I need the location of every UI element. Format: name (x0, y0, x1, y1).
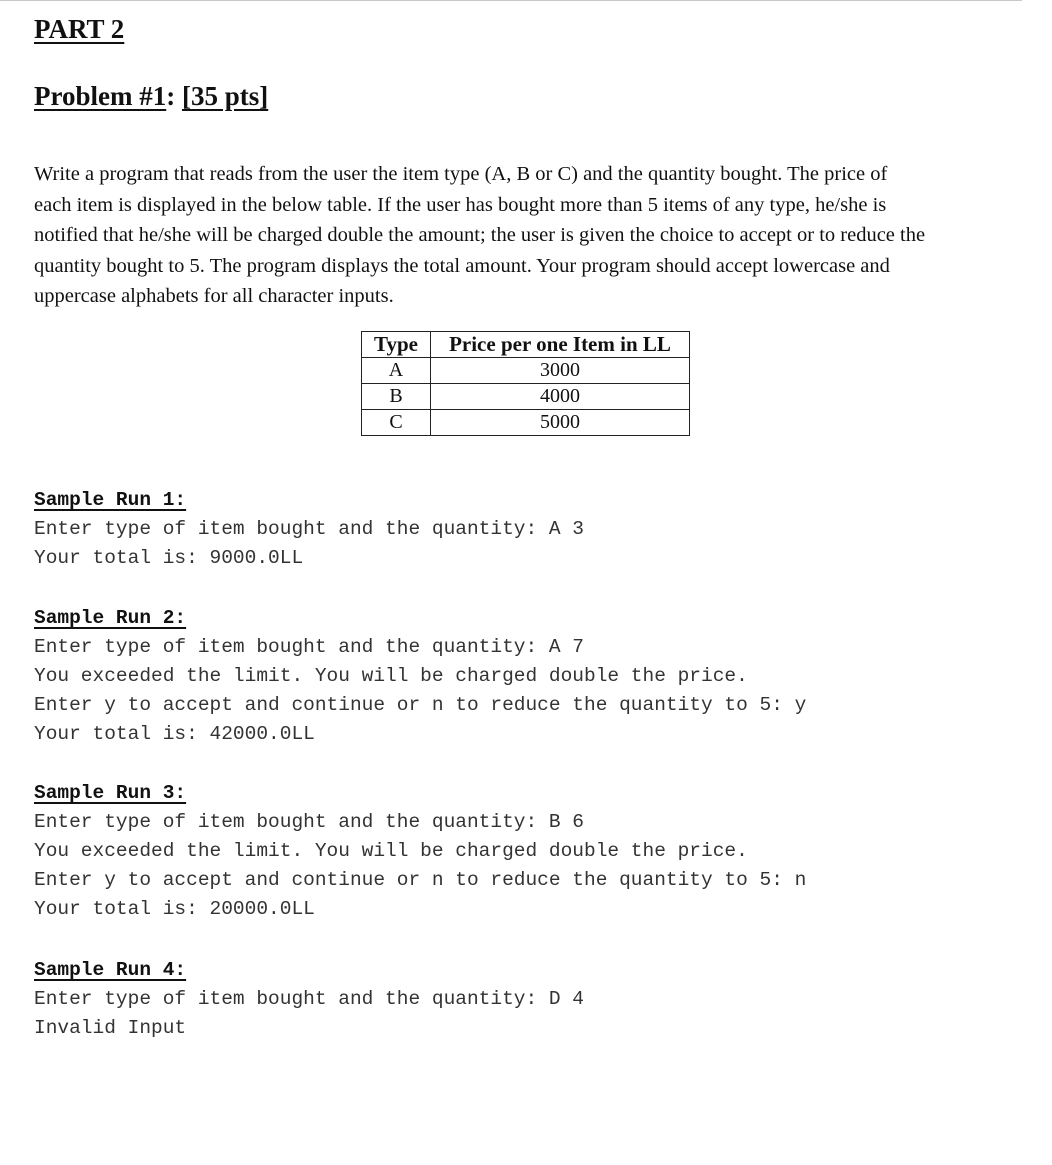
header-price: Price per one Item in LL (431, 332, 690, 358)
cell-price: 5000 (431, 410, 690, 436)
header-type: Type (362, 332, 431, 358)
part-title: PART 2 (34, 14, 125, 44)
problem-separator: : (166, 81, 182, 111)
problem-statement (34, 159, 1024, 312)
console-line: Enter type of item bought and the quantity: B 6 (34, 811, 584, 833)
statement-line: each item is displayed in the below table. If the user has bought more than 5 items of any type, he/she is (34, 193, 887, 216)
sample-run-1 (34, 485, 584, 573)
cell-price: 4000 (431, 384, 690, 410)
problem-heading (34, 81, 268, 112)
statement-line: notified that he/she will be charged double the amount; the user is given the choice to accept or to reduce the (34, 224, 926, 246)
console-line: Enter type of item bought and the quantity: A 3 (34, 518, 584, 540)
table-row (362, 410, 690, 436)
console-line: Your total is: 42000.0LL (34, 723, 315, 745)
problem-title: Problem #1 (34, 81, 167, 111)
console-line: Enter type of item bought and the quantity: D 4 (34, 988, 584, 1010)
sample-run-4 (34, 955, 584, 1043)
sample-run-3 (34, 778, 806, 924)
sample-run-2 (34, 603, 806, 749)
cell-price: 3000 (431, 358, 690, 384)
console-line: Enter type of item bought and the quantity: A 7 (34, 636, 584, 658)
statement-line: uppercase alphabets for all character inputs. (34, 285, 394, 307)
console-line: You exceeded the limit. You will be charged double the price. (34, 840, 748, 862)
sample-run-title: Sample Run 4: (34, 959, 187, 981)
console-line: Enter y to accept and continue or n to reduce the quantity to 5: n (34, 869, 807, 891)
cell-type: B (362, 384, 431, 410)
console-line: Your total is: 9000.0LL (34, 547, 304, 569)
console-line: Enter y to accept and continue or n to reduce the quantity to 5: y (34, 694, 807, 716)
console-line: You exceeded the limit. You will be charged double the price. (34, 665, 748, 687)
sample-run-title: Sample Run 3: (34, 782, 187, 804)
table-row (362, 384, 690, 410)
top-divider (0, 0, 1022, 1)
console-line: Your total is: 20000.0LL (34, 898, 315, 920)
cell-type: C (362, 410, 431, 436)
cell-type: A (362, 358, 431, 384)
price-table (361, 331, 690, 436)
sample-run-title: Sample Run 1: (34, 489, 187, 511)
console-line: Invalid Input (34, 1017, 187, 1039)
sample-run-title: Sample Run 2: (34, 607, 187, 629)
price-table-header-row (362, 332, 690, 358)
statement-line: quantity bought to 5. The program displays the total amount. Your program should accept lowercase and (34, 254, 890, 277)
statement-line: Write a program that reads from the user the item type (A, B or C) and the quantity bought. The price of (34, 163, 888, 185)
table-row (362, 358, 690, 384)
problem-points: [35 pts] (181, 81, 269, 111)
